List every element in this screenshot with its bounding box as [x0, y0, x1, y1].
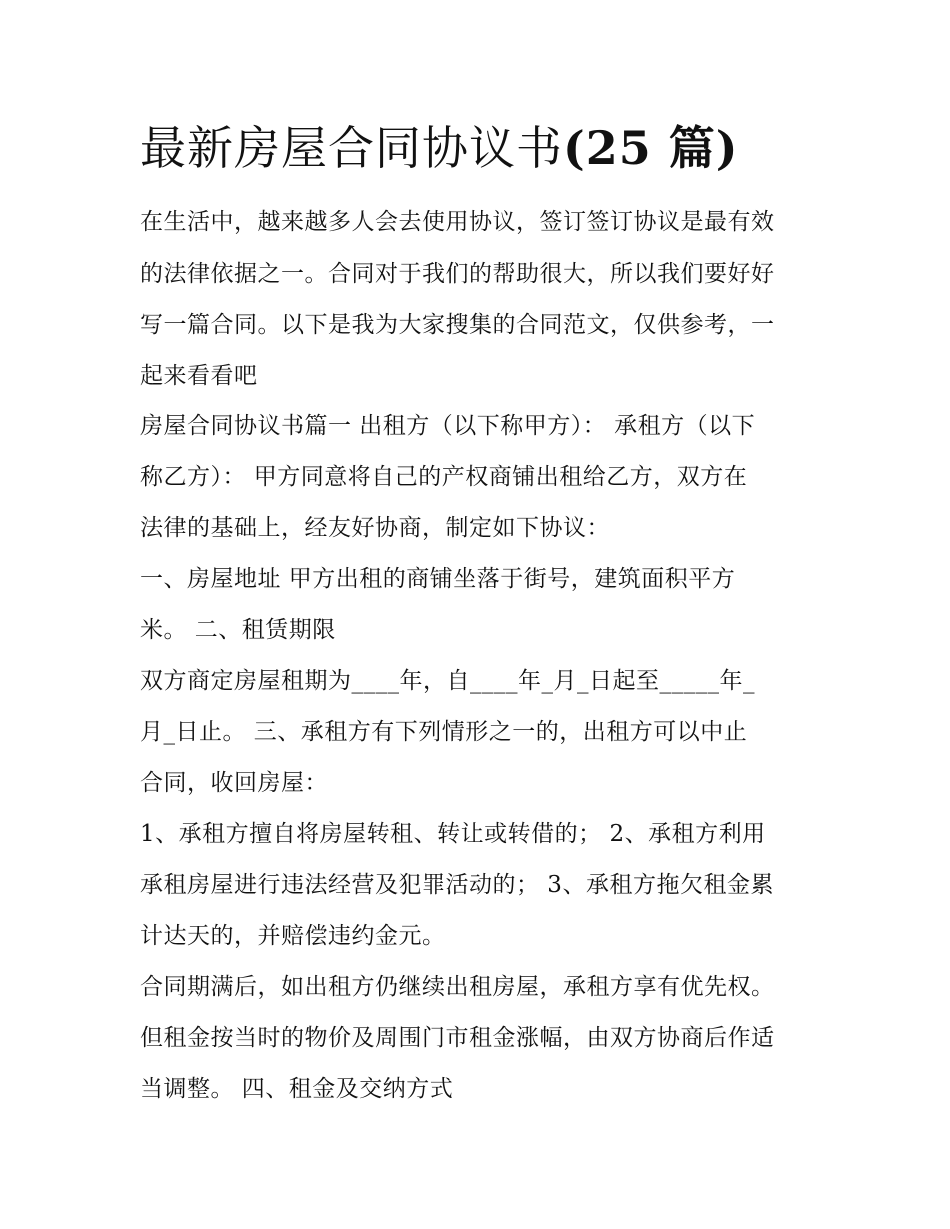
paragraph-line: 月_日止。 三、承租方有下列情形之一的，出租方可以中止: [140, 719, 748, 745]
paragraph-line: 在生活中，越来越多人会去使用协议，签订签订协议是最有效: [140, 209, 775, 235]
document-title: [140, 118, 860, 178]
document-title-suffix: (25 篇): [563, 121, 739, 175]
paragraph-line: 合同期满后，如出租方仍继续出租房屋，承租方享有优先权。: [140, 974, 775, 1000]
paragraph-line: 称乙方）： 甲方同意将自己的产权商铺出租给乙方，双方在: [140, 464, 748, 490]
paragraph-line: 房屋合同协议书篇一 出租方（以下称甲方）： 承租方（以下: [140, 413, 756, 439]
paragraph-line: 法律的基础上，经友好协商，制定如下协议：: [140, 515, 610, 541]
document-title-main: 最新房屋合同协议书: [140, 121, 563, 175]
paragraph-line: 但租金按当时的物价及周围门市租金涨幅，由双方协商后作适: [140, 1025, 775, 1051]
paragraph-line: 起来看看吧: [140, 363, 258, 389]
paragraph-line: 1、承租方擅自将房屋转租、转让或转借的； 2、承租方利用: [140, 821, 766, 847]
paragraph-line: 承租房屋进行违法经营及犯罪活动的； 3、承租方拖欠租金累: [140, 872, 774, 898]
paragraph-line: 合同，收回房屋：: [140, 770, 328, 796]
paragraph-line: 米。 二、租赁期限: [140, 617, 336, 643]
paragraph-line: 计达天的，并赔偿违约金元。: [140, 923, 446, 949]
paragraph-line: 的法律依据之一。合同对于我们的帮助很大，所以我们要好好: [140, 261, 775, 287]
paragraph-line: 写一篇合同。以下是我为大家搜集的合同范文，仅供参考，一: [140, 312, 775, 338]
paragraph-line: 双方商定房屋租期为____年，自____年_月_日起至_____年_: [140, 668, 755, 694]
paragraph-line: 当调整。 四、租金及交纳方式: [140, 1076, 454, 1102]
paragraph-line: 一、房屋地址 甲方出租的商铺坐落于街号，建筑面积平方: [140, 566, 736, 592]
